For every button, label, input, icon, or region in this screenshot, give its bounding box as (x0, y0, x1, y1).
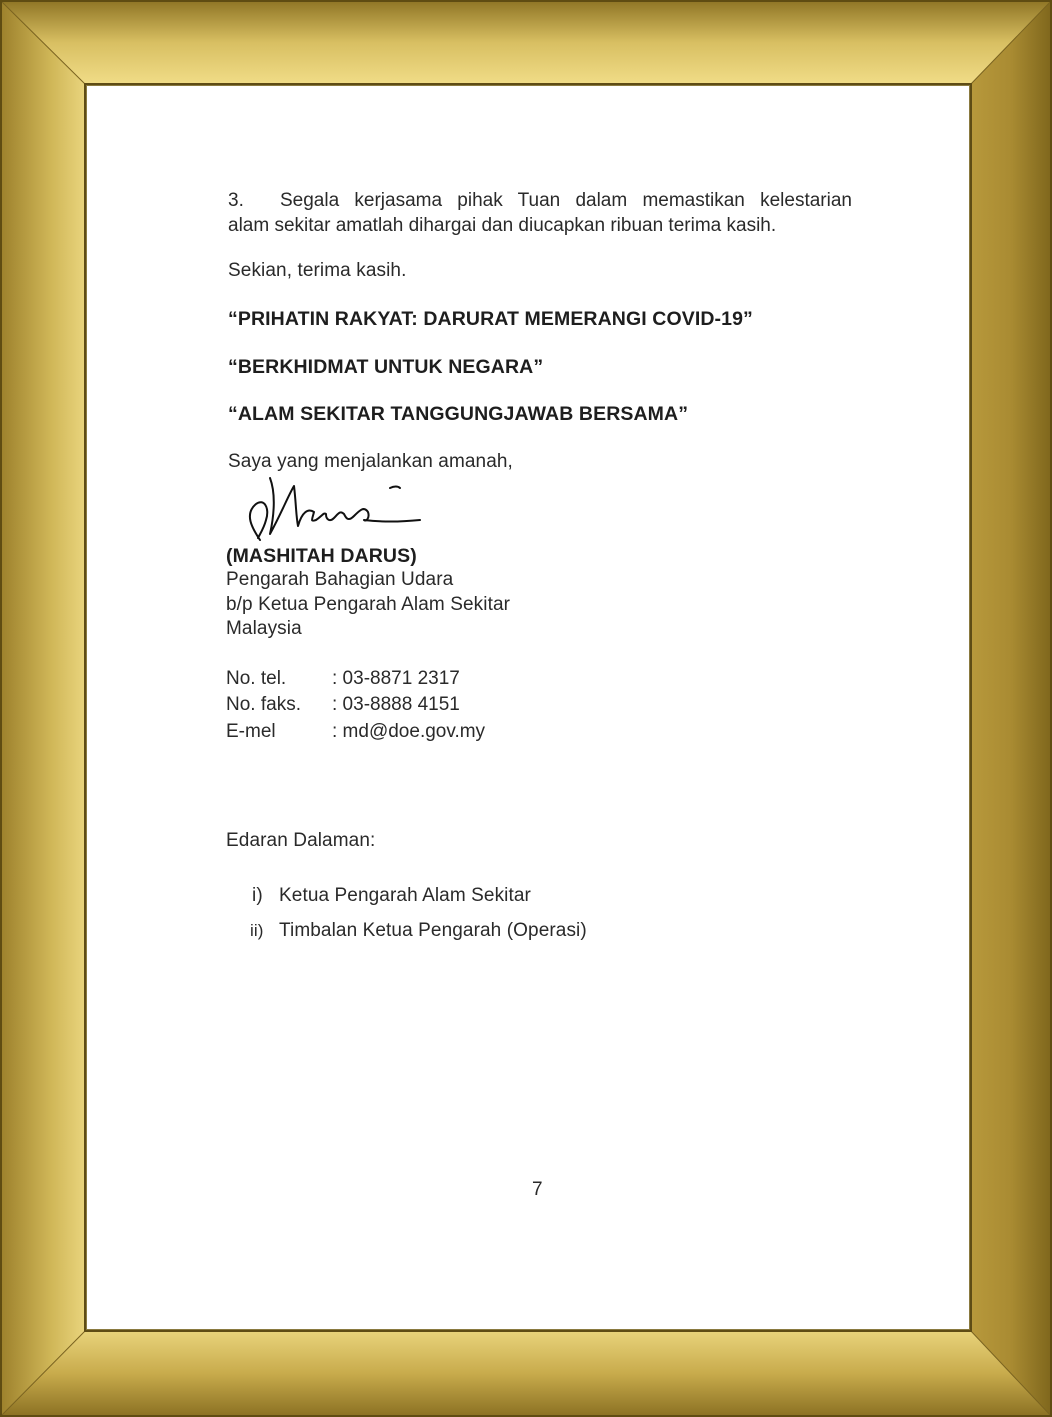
paragraph-3-line-1: Segala kerjasama pihak Tuan dalam memastikan kelestarian (280, 190, 852, 211)
paragraph-3-line-2: alam sekitar amatlah dihargai dan diucapkan ribuan terima kasih. (228, 215, 777, 236)
signatory-title-2: b/p Ketua Pengarah Alam Sekitar (226, 594, 511, 615)
contact-tel-value: : 03-8871 2317 (332, 668, 460, 689)
sign-off-text: Saya yang menjalankan amanah, (228, 451, 513, 472)
closing-text: Sekian, terima kasih. (228, 260, 407, 281)
distribution-heading: Edaran Dalaman: (226, 830, 376, 851)
signatory-name: (MASHITAH DARUS) (226, 545, 417, 567)
slogan-berkhidmat: “BERKHIDMAT UNTUK NEGARA” (228, 356, 544, 378)
contact-email-value: : md@doe.gov.my (332, 721, 486, 742)
distribution-marker-1: i) (252, 885, 263, 906)
distribution-marker-2: ii) (250, 921, 264, 940)
contact-email-label: E-mel (226, 721, 276, 742)
contact-fax-label: No. faks. (226, 694, 301, 715)
paragraph-number: 3. (228, 190, 244, 211)
contact-tel-label: No. tel. (226, 668, 287, 689)
distribution-item-2: Timbalan Ketua Pengarah (Operasi) (279, 920, 587, 941)
handwritten-signature (230, 468, 430, 548)
distribution-item-1: Ketua Pengarah Alam Sekitar (279, 885, 531, 906)
contact-fax-value: : 03-8888 4151 (332, 694, 460, 715)
document-page (86, 85, 970, 1330)
page-number: 7 (532, 1179, 543, 1200)
signatory-title-1: Pengarah Bahagian Udara (226, 569, 454, 590)
slogan-alam-sekitar: “ALAM SEKITAR TANGGUNGJAWAB BERSAMA” (228, 403, 689, 425)
signatory-title-3: Malaysia (226, 618, 302, 639)
paragraph-3 (228, 188, 852, 238)
slogan-covid: “PRIHATIN RAKYAT: DARURAT MEMERANGI COVID-19” (228, 308, 753, 330)
